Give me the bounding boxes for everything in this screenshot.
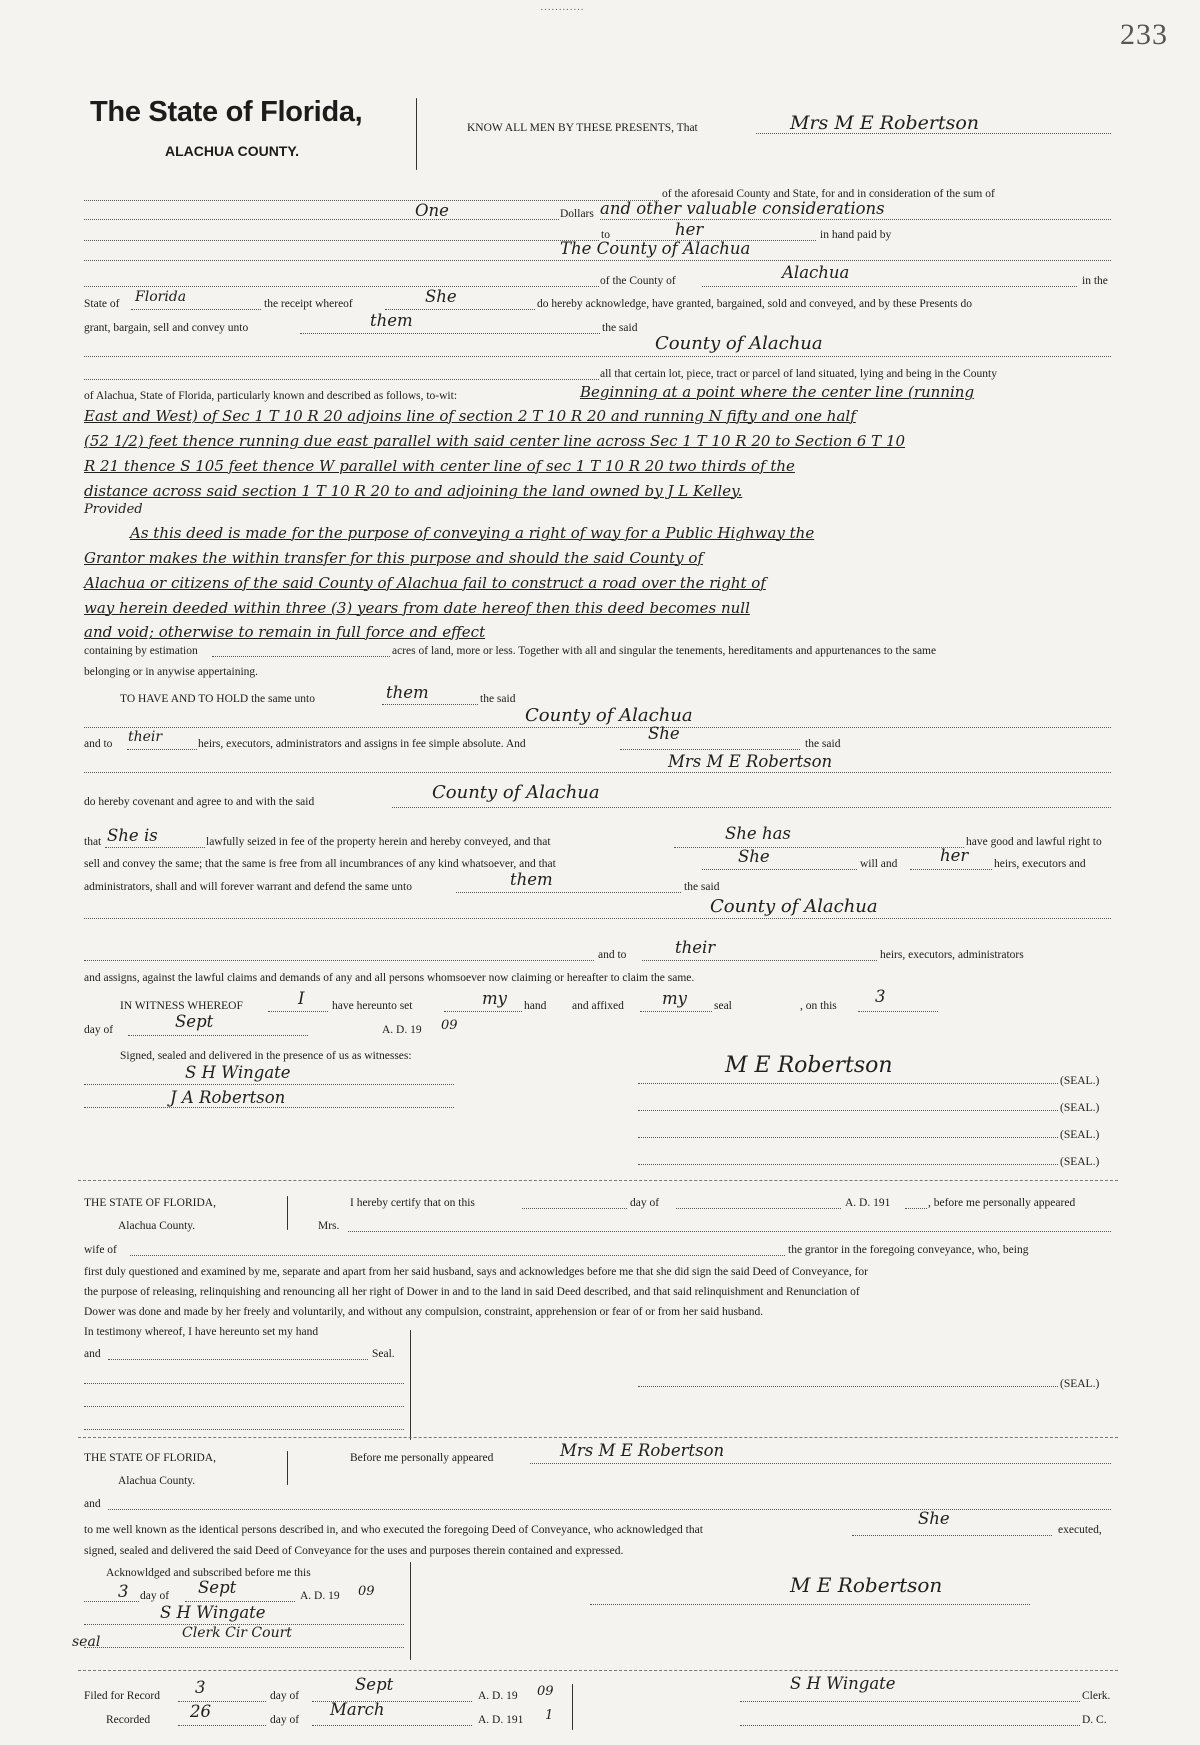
seal-word: seal	[714, 1000, 732, 1012]
their-line	[642, 960, 877, 961]
state-line	[131, 309, 261, 310]
to-whom: her	[675, 220, 704, 239]
seal-line-3	[638, 1137, 1058, 1138]
heirs-pronoun: their	[128, 729, 163, 745]
defend-grantee: County of Alachua	[710, 896, 878, 917]
ack-and: and	[84, 1498, 101, 1510]
section-divider-3	[78, 1670, 1118, 1671]
ack-text: Acknowldged and subscribed before me this	[106, 1567, 311, 1579]
dower-brace	[287, 1196, 288, 1230]
seal-3: (SEAL.)	[1060, 1129, 1100, 1141]
receipt-line	[385, 309, 535, 310]
dower-seal-brace	[410, 1330, 411, 1440]
and-pronoun-line	[620, 749, 800, 750]
has-pronoun: She has	[725, 824, 791, 843]
and-pronoun: She	[648, 724, 680, 743]
receipt-whereof: the receipt whereof	[264, 298, 353, 310]
clerk-line	[740, 1701, 1080, 1702]
the-said-3: the said	[805, 738, 841, 750]
filed-month: Sept	[355, 1675, 394, 1694]
convey-line	[300, 333, 600, 334]
the-said-4: the said	[684, 881, 720, 893]
grantee: The County of Alachua	[560, 239, 751, 258]
recorded-day-line	[178, 1725, 266, 1726]
covenant-grantee: County of Alachua	[432, 782, 600, 803]
wife-of: wife of	[84, 1244, 117, 1256]
covenant-name-line	[84, 772, 1111, 773]
seal-line-2	[638, 1110, 1058, 1111]
acknowledge-text: do hereby acknowledge, have granted, bargained, sold and conveyed, and by these Presents do	[537, 298, 973, 310]
ack-signature: M E Robertson	[790, 1573, 943, 1597]
certify-day-line	[522, 1208, 627, 1209]
has-line	[674, 847, 964, 848]
witness-2: J A Robertson	[170, 1088, 286, 1107]
mrs-line	[348, 1231, 1111, 1232]
signed-text: Signed, sealed and delivered in the presence of us as witnesses:	[120, 1050, 412, 1062]
executed-label: executed,	[1058, 1524, 1102, 1536]
and-to: and to	[84, 738, 113, 750]
ack-pronoun: She	[918, 1509, 950, 1528]
provision-line-5: and void; otherwise to remain in full force and effect	[84, 623, 486, 641]
dower-day-of: day of	[630, 1197, 660, 1209]
seal-mark: seal	[72, 1634, 101, 1650]
day-line	[858, 1011, 938, 1012]
my-1: my	[482, 989, 507, 1008]
legal-line-2: East and West) of Sec 1 T 10 R 20 adjoins line of section 2 T 10 R 20 and running N fifty and one half	[84, 407, 856, 425]
provision-line-4: way herein deeded within three (3) years from date hereof then this deed becomes null	[84, 599, 750, 617]
ack-ad: A. D. 19	[300, 1590, 340, 1602]
ack-day-line	[84, 1601, 139, 1602]
clerk-label: Clerk.	[1082, 1690, 1111, 1702]
the-said-2: the said	[480, 693, 516, 705]
filed-ad: A. D. 19	[478, 1690, 518, 1702]
and-affixed: and affixed	[572, 1000, 624, 1012]
state-of: State of	[84, 298, 120, 310]
ack-day-of: day of	[140, 1590, 170, 1602]
situated-text: all that certain lot, piece, tract or parcel of land situated, lying and being in the County	[600, 368, 997, 380]
legal-line-5: distance across said section 1 T 10 R 20 to and adjoining the land owned by J L Kelley.	[84, 482, 743, 500]
recorded-label: Recorded	[106, 1714, 151, 1726]
ack-pronoun-line	[852, 1535, 1052, 1536]
dower-state: THE STATE OF FLORIDA,	[84, 1197, 216, 1209]
admin-text: administrators, shall and will forever warrant and defend the same unto	[84, 881, 412, 893]
recorded-month: March	[330, 1700, 385, 1719]
receipt-pronoun: She	[425, 287, 457, 306]
her-line	[910, 869, 992, 870]
my-line-2	[640, 1011, 712, 1012]
in-witness: IN WITNESS WHEREOF	[120, 1000, 243, 1012]
officer-title: Clerk Cir Court	[182, 1625, 292, 1641]
my-2: my	[662, 989, 687, 1008]
my-line-1	[444, 1011, 522, 1012]
and-line	[108, 1359, 368, 1360]
seal-1: (SEAL.)	[1060, 1075, 1100, 1087]
section-divider-2	[78, 1437, 1118, 1438]
the-said: the said	[602, 322, 638, 334]
recorded-day: 26	[190, 1702, 211, 1721]
filed-day-of: day of	[270, 1690, 300, 1702]
covenant-name: Mrs M E Robertson	[668, 752, 833, 771]
ack-officer: S H Wingate	[160, 1603, 266, 1622]
ack-state: THE STATE OF FLORIDA,	[84, 1452, 216, 1464]
ack-brace	[287, 1451, 288, 1485]
dc-line	[740, 1725, 1080, 1726]
seized-pronoun: She is	[107, 826, 158, 845]
officer-line-2	[84, 1406, 404, 1407]
ack-name: Mrs M E Robertson	[560, 1441, 725, 1460]
officer-line-1	[84, 1383, 404, 1384]
blank-line	[84, 286, 599, 287]
ack-day: 3	[118, 1582, 129, 1601]
clerk-signature: S H Wingate	[790, 1674, 896, 1693]
heirs-text: heirs, executors, administrators and assigns in fee simple absolute. And	[198, 738, 526, 750]
sell-text: sell and convey the same; that the same is free from all incumbrances of any kind whatsoever, and that	[84, 858, 556, 870]
officer-line-b	[84, 1647, 404, 1648]
heirs-pronoun-line	[127, 749, 197, 750]
witness-day: 3	[875, 987, 886, 1006]
i-line	[268, 1011, 328, 1012]
ack-signed-text: signed, sealed and delivered the said Deed of Conveyance for the uses and purposes therein contained and expressed.	[84, 1545, 624, 1557]
dower-seal-line	[638, 1386, 1058, 1387]
filed-year: 09	[537, 1684, 554, 1699]
witness-line-1	[84, 1084, 454, 1085]
state: Florida	[135, 289, 187, 305]
provision-line-1: As this deed is made for the purpose of conveying a right of way for a Public Highway the	[130, 524, 815, 542]
section-divider	[78, 1180, 1118, 1181]
officer-line-3	[84, 1429, 404, 1430]
will-line	[702, 869, 857, 870]
legal-line-3: (52 1/2) feet thence running due east parallel with said center line across Sec 1 T 10 R 20 to Section 6 T 10	[84, 432, 906, 450]
wife-of-line	[130, 1255, 785, 1256]
seized-line	[105, 847, 205, 848]
day-of: day of	[84, 1024, 114, 1036]
blank-line	[84, 200, 659, 201]
dower-line-1: first duly questioned and examined by me, separate and apart from her said husband, says and acknowledges before me that she did sign the said Deed of Conveyance, for	[84, 1266, 868, 1278]
to-label: to	[601, 229, 610, 241]
provided-label: Provided	[84, 502, 143, 517]
habendum-grantee: County of Alachua	[525, 705, 693, 726]
witness-ad: A. D. 19	[382, 1024, 422, 1036]
ack-and-line	[108, 1509, 1111, 1510]
heirs-exec-2: heirs, executors, administrators	[880, 949, 1024, 961]
habendum-grantee-line	[84, 727, 1111, 728]
hand-label: hand	[524, 1000, 547, 1012]
seal-2: (SEAL.)	[1060, 1102, 1100, 1114]
dollars-label: Dollars	[560, 208, 594, 220]
her-pronoun: her	[940, 846, 969, 865]
habendum-text: TO HAVE AND TO HOLD the same unto	[120, 693, 315, 705]
said-grantee-line	[84, 356, 1111, 357]
recorded-month-line	[312, 1725, 472, 1726]
other-consideration: and other valuable considerations	[600, 199, 885, 218]
witness-line-2	[84, 1107, 454, 1108]
dower-seal: (SEAL.)	[1060, 1378, 1100, 1390]
dower-seal-word: Seal.	[372, 1348, 395, 1360]
legal-line-4: R 21 thence S 105 feet thence W parallel with center line of sec 1 T 10 R 20 two thirds of the	[84, 457, 795, 475]
dower-ad: A. D. 191	[845, 1197, 891, 1209]
defend-unto: them	[510, 870, 553, 889]
ack-name-line	[530, 1463, 1111, 1464]
provision-line-3: Alachua or citizens of the said County of Alachua fail to construct a road over the right of	[84, 574, 766, 592]
covenant-grantee-line	[392, 807, 1111, 808]
in-the: in the	[1082, 275, 1108, 287]
ack-county: Alachua County.	[118, 1475, 196, 1487]
grant-text: grant, bargain, sell and convey unto	[84, 322, 249, 334]
belonging-text: belonging or in anywise appertaining.	[84, 666, 259, 678]
in-hand-paid-by: in hand paid by	[820, 229, 892, 241]
habendum-line	[382, 704, 478, 705]
acres-text: acres of land, more or less. Together with all and singular the tenements, hereditaments and appurtenances to the same	[392, 645, 937, 657]
acres-line	[212, 656, 390, 657]
grantee-line	[84, 260, 1111, 261]
ack-month-line	[185, 1601, 295, 1602]
amount-line	[84, 219, 559, 220]
ack-brace-2	[410, 1562, 411, 1660]
grantor-signature: M E Robertson	[725, 1053, 893, 1078]
containing-text: containing by estimation	[84, 645, 198, 657]
recorded-year: 1	[545, 1708, 554, 1723]
filing-brace	[572, 1684, 573, 1730]
dower-county: Alachua County.	[118, 1220, 196, 1232]
recorded-day-of: day of	[270, 1714, 300, 1726]
amount: One	[415, 201, 449, 220]
page-number: 233	[1120, 18, 1168, 51]
header-brace	[416, 98, 417, 170]
ack-before-me: Before me personally appeared	[350, 1452, 494, 1464]
will-pronoun: She	[738, 847, 770, 866]
blank-line	[84, 960, 594, 961]
grantor-name: Mrs M E Robertson	[790, 112, 980, 134]
before-me: , before me personally appeared	[928, 1197, 1076, 1209]
dower-and: and	[84, 1348, 101, 1360]
convey-unto: them	[370, 311, 413, 330]
signature-line	[638, 1083, 1058, 1084]
filed-for: Filed for Record	[84, 1690, 161, 1702]
dower-line-2: the purpose of releasing, relinquishing and renouncing all her right of Dower in and to the land in said Deed described, and that said relinquishment and Renunciation of	[84, 1286, 860, 1298]
their-2: their	[675, 938, 716, 957]
assigns-text: and assigns, against the lawful claims and demands of any and all persons whomsoever now claiming or hereafter to claim the same.	[84, 972, 695, 984]
archive-stamp: ············	[540, 4, 584, 16]
and-to-2: and to	[598, 949, 627, 961]
defend-grantee-line	[84, 918, 1111, 919]
i-mark: I	[298, 989, 305, 1008]
on-this: , on this	[800, 1000, 837, 1012]
legal-line-1: Beginning at a point where the center line (running	[580, 383, 975, 401]
month-line	[128, 1035, 308, 1036]
known-text: to me well known as the identical persons described in, and who executed the foregoing Deed of Conveyance, who acknowledged that	[84, 1524, 703, 1536]
good-right: have good and lawful right to	[966, 836, 1102, 848]
certify-month-line	[676, 1208, 841, 1209]
dower-line-3: Dower was done and made by her freely and voluntarily, and without any compulsion, constraint, apprehension or fear of or from her said husband.	[84, 1306, 764, 1318]
defend-line	[456, 892, 681, 893]
habendum-unto: them	[386, 683, 429, 702]
document-title: The State of Florida,	[90, 96, 363, 128]
certify-text: I hereby certify that on this	[350, 1197, 475, 1209]
grantor-text: the grantor in the foregoing conveyance, who, being	[788, 1244, 1029, 1256]
seal-4: (SEAL.)	[1060, 1156, 1100, 1168]
county-heading: ALACHUA COUNTY.	[165, 143, 300, 159]
grantee-county: Alachua	[782, 263, 850, 282]
ack-year: 09	[358, 1584, 375, 1599]
covenant-text: do hereby covenant and agree to and with the said	[84, 796, 315, 808]
described-intro: of Alachua, State of Florida, particularly known and described as follows, to-wit:	[84, 390, 458, 402]
provision-line-2: Grantor makes the within transfer for this purpose and should the said County of	[84, 549, 703, 567]
witness-1: S H Wingate	[185, 1063, 291, 1082]
blank-line	[84, 379, 599, 380]
consideration-intro: of the aforesaid County and State, for and in consideration of the sum of	[662, 188, 995, 200]
certify-year-line	[905, 1208, 927, 1209]
blank-line	[84, 240, 599, 241]
know-all-men: KNOW ALL MEN BY THESE PRESENTS, That	[467, 122, 698, 134]
seal-line-4	[638, 1164, 1058, 1165]
witness-month: Sept	[175, 1012, 214, 1031]
testimony-text: In testimony whereof, I have hereunto set my hand	[84, 1326, 319, 1338]
recorded-ad: A. D. 191	[478, 1714, 524, 1726]
mrs-label: Mrs.	[318, 1220, 340, 1232]
ack-signature-line	[590, 1604, 1030, 1605]
filed-day: 3	[195, 1678, 206, 1697]
have-set: have hereunto set	[332, 1000, 413, 1012]
will-and: will and	[860, 858, 898, 870]
seized-text: lawfully seized in fee of the property herein and hereby conveyed, and that	[206, 836, 551, 848]
of-the-county-of: of the County of	[600, 275, 676, 287]
officer-line-a	[84, 1624, 404, 1625]
county-line	[702, 286, 1077, 287]
said-grantee: County of Alachua	[655, 333, 823, 354]
ack-month: Sept	[198, 1578, 237, 1597]
that-label: that	[84, 836, 102, 848]
heirs-exec: heirs, executors and	[994, 858, 1086, 870]
dc-label: D. C.	[1082, 1714, 1107, 1726]
witness-year: 09	[441, 1018, 458, 1033]
